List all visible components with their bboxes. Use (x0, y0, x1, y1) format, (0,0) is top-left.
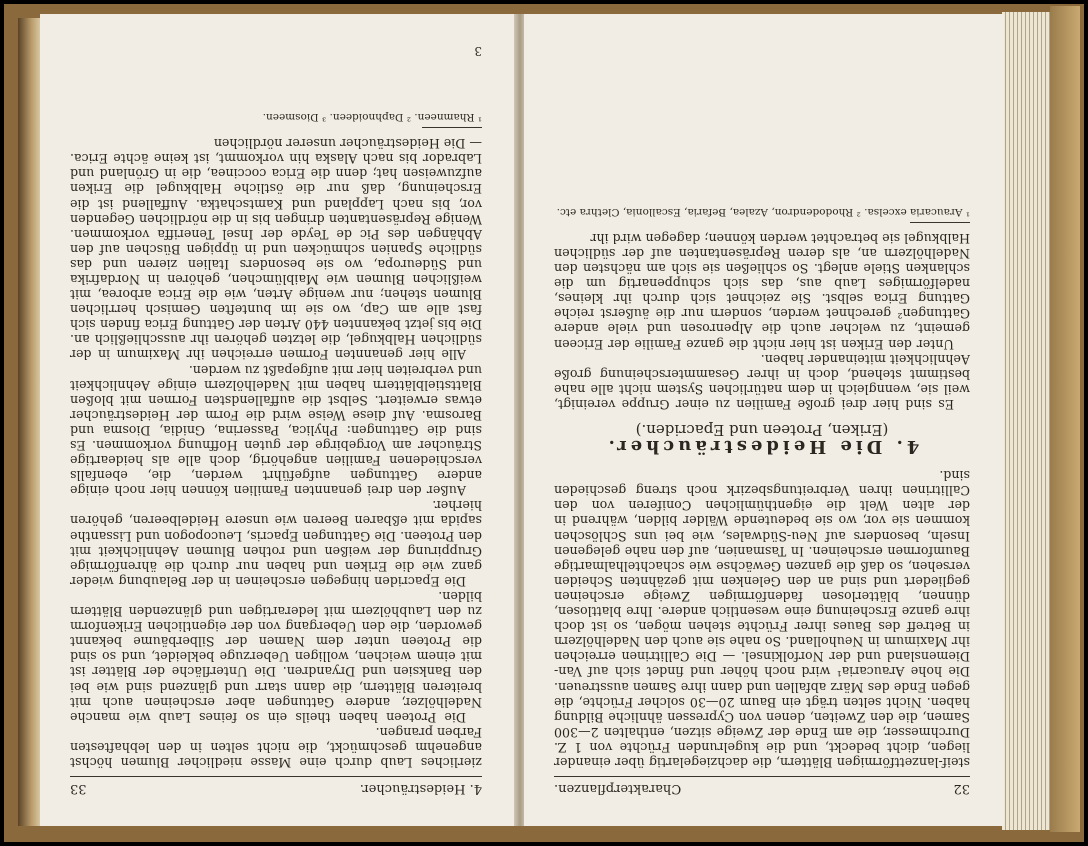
right-cover-edge (1050, 6, 1080, 832)
left-page-header (70, 776, 482, 796)
section-title: 4. Die Heidesträucher. (604, 436, 920, 458)
paragraph: Außer den drei genannten Familien können hier noch einige andere Gattungen aufgeführt werden, die, ebenfalls verschiedenen Familien angehörig, doch alle als heideartige Sträucher am Vorgebirge der guten Hoffnung vorkommen. Es sind die Gattungen: Phylica, Passerina, Gnidia, Diosma und Barosma. Auf diese Weise wird die Form der Heidesträucher etwas erweitert. Selbst die auffallendsten Formen mit bloßen Blattstielblättern haben mit Nadelhölzern einige Aehnlichkeit und verbreiten hier mit aufgepaßt zu werden. (70, 362, 482, 499)
paragraph: Alle hier genannten Formen erreichen ihr Maximum in der südlichen Halbkugel, die letzten gehören ihr ausschließlich an. Die bis jetzt bekannten 440 Arten der Gattung Erica finden sich fast alle am Cap, wo sie im bunteften Gemisch herrlichen Blumen stehen; nur wenige Arten, wie die Erica arborea, mit weißlichen Blumen wie Maiblümchen, gehören in Nordafrika und Südeuropa, wo sie besonders Italien zieren und das südliche Spanien schmücken und in üppigen Büschen auf den Abhängen des Pic de Teyde der Insel Teneriffa vorkommen. Wenige Repräsentanten dringen bis in die nördlichen Gegenden vor, bis nach Lappland und Kamtschatka. Auffallend ist die Erscheinung, daß nur die östliche Halbkugel die Eriken aufzuweisen hat; denn die Erica coccinea, die in Grönland und Labrador bis nach Alaska hin vorkommt, ist keine ächte Erica. — Die Heidesträucher unserer nördlichen (70, 136, 482, 363)
right-page-footnotes: ¹ Araucaria excelsa. ² Rhododendron, Azalea, Befaria, Escallonia, Clethra etc. (556, 205, 970, 218)
footnote-rule (422, 127, 482, 128)
signature-mark: 3 (474, 44, 482, 58)
left-page-body (70, 136, 482, 770)
paragraph: Unter den Eriken ist hier nicht die ganze Familie der Ericeen gemeint, zu welcher auch die Alpenrosen und viele andere Gattungen² gerechnet werden, sondern nur die äußerst reiche Gattung Erica selbst. Sie zeichnet sich durch ihr kleines, nadelförmiges Laub aus, das sich schuppenartig um die schlanken Stiele anlegt. So schließen sie sich am nächsten den Nadelhölzern an, als deren Repräsentanten auf der südlichen Halbkugel sie betrachtet werden können; dagegen wird ihr (554, 230, 970, 352)
paragraph: zierliches Laub durch eine Masse niedlicher Blumen höchst angenehm geschmückt, die nicht selten in den lebhaftesten Farben prangen. (70, 724, 482, 770)
left-page (40, 14, 516, 826)
left-page-footnotes: ¹ Rhamneen. ² Daphnoideen. ³ Diosmeen. (262, 111, 482, 124)
page-stack-edge (1002, 12, 1050, 830)
paragraph: Die Proteen haben theils ein so feines Laub wie manche Nadelhölzer, andere Gattungen aber erscheinen auch mit breiteren Blättern, die dann starr und glänzend sind wie bei den Banksien und Dryandren. Die Unterfläche der Blätter ist mit einem weichen, wolligen Ueberzuge bekleidet, und so sind die Proteen unter dem Namen der Silberbäume bekannt geworden, die den Uebergang von der eigentlichen Erikenform zu den Laubhölzern mit lederartigen und glänzenden Blättern bilden. (70, 588, 482, 725)
right-page-number: 32 (953, 781, 970, 796)
paragraph: Es sind hier drei große Familien zu einer Gruppe vereinigt, weil sie, wenngleich in dem natürlichen System nicht alle nahe bestimmt stehend, doch in ihrer Gesammterscheinung große Aehnlichkeit miteinander haben. (554, 351, 970, 412)
right-page-header (554, 776, 970, 796)
left-cover-edge (18, 18, 40, 826)
right-page-body (554, 231, 970, 770)
paragraph: Die Epacriden hingegen erscheinen in der Belaubung wieder ganz wie die Eriken und haben nur durch die ährenförmige Gruppirung der weißen und rothen Blumen Aehnlichkeit mit den Proteen. Die Gattungen Epacris, Leucopogon und Lissanthe sapida mit eßbaren Beeren wie unsere Heidelbeeren, gehören hierher. (70, 498, 482, 589)
section-subtitle: (Eriken, Proteen und Epacriden.) (635, 421, 889, 440)
footnote-rule (910, 222, 970, 223)
right-page-running-head: Charakterpflanzen. (554, 781, 682, 796)
right-page (524, 14, 1004, 826)
left-page-running-head: 4. Heidesträucher. (359, 781, 482, 796)
paragraph: steif-lanzettförmigen Blättern, die dachziegelartig über einander liegen, dicht bedeckt, und die kugelrunden Früchte von 1 Z. Durchmesser, die am Ende der Zweige sitzen, enthalten 2—300 Samen, die den Zweiten, denen von Cypressen ähnliche Bildung haben. Nicht selten trägt ein Baum 20—30 solcher Früchte, die gegen Ende des März abfallen und dann ihre Samen ausstreuen. Die hohe Araucaria¹ wird noch höher und findet sich auf Van-Diemensland und der Norfolkinsel. — Die Callitrinen erreichen ihr Maximum in Neuholland. So nahe sie auch den Nadelhölzern in Betreff des Baues ihrer Früchte stehen mögen, so ist doch ihre ganze Erscheinung eine wesentlich andere. Ihre blattlosen, dünnen, blätterlosen fadenförmigen Zweige erscheinen gegliedert und sind an den Gelenken mit gezähnten Scheiden versehen, so daß die ganzen Gewächse wie schachtelhalmartige Baumformen erscheinen. In Tasmanien, auf den nahe gelegenen Inseln, besonders auf Neu-Südwales, wie bei uns Schlöschen kommen sie vor, wo sie bedeutende Wälder bilden, während in der alten Welt die eigenthümlichen Coniferen von den Callitrinen ihren Verbreitungsbezirk noch streng geschieden sind. (554, 468, 970, 770)
left-page-number: 33 (70, 781, 87, 796)
